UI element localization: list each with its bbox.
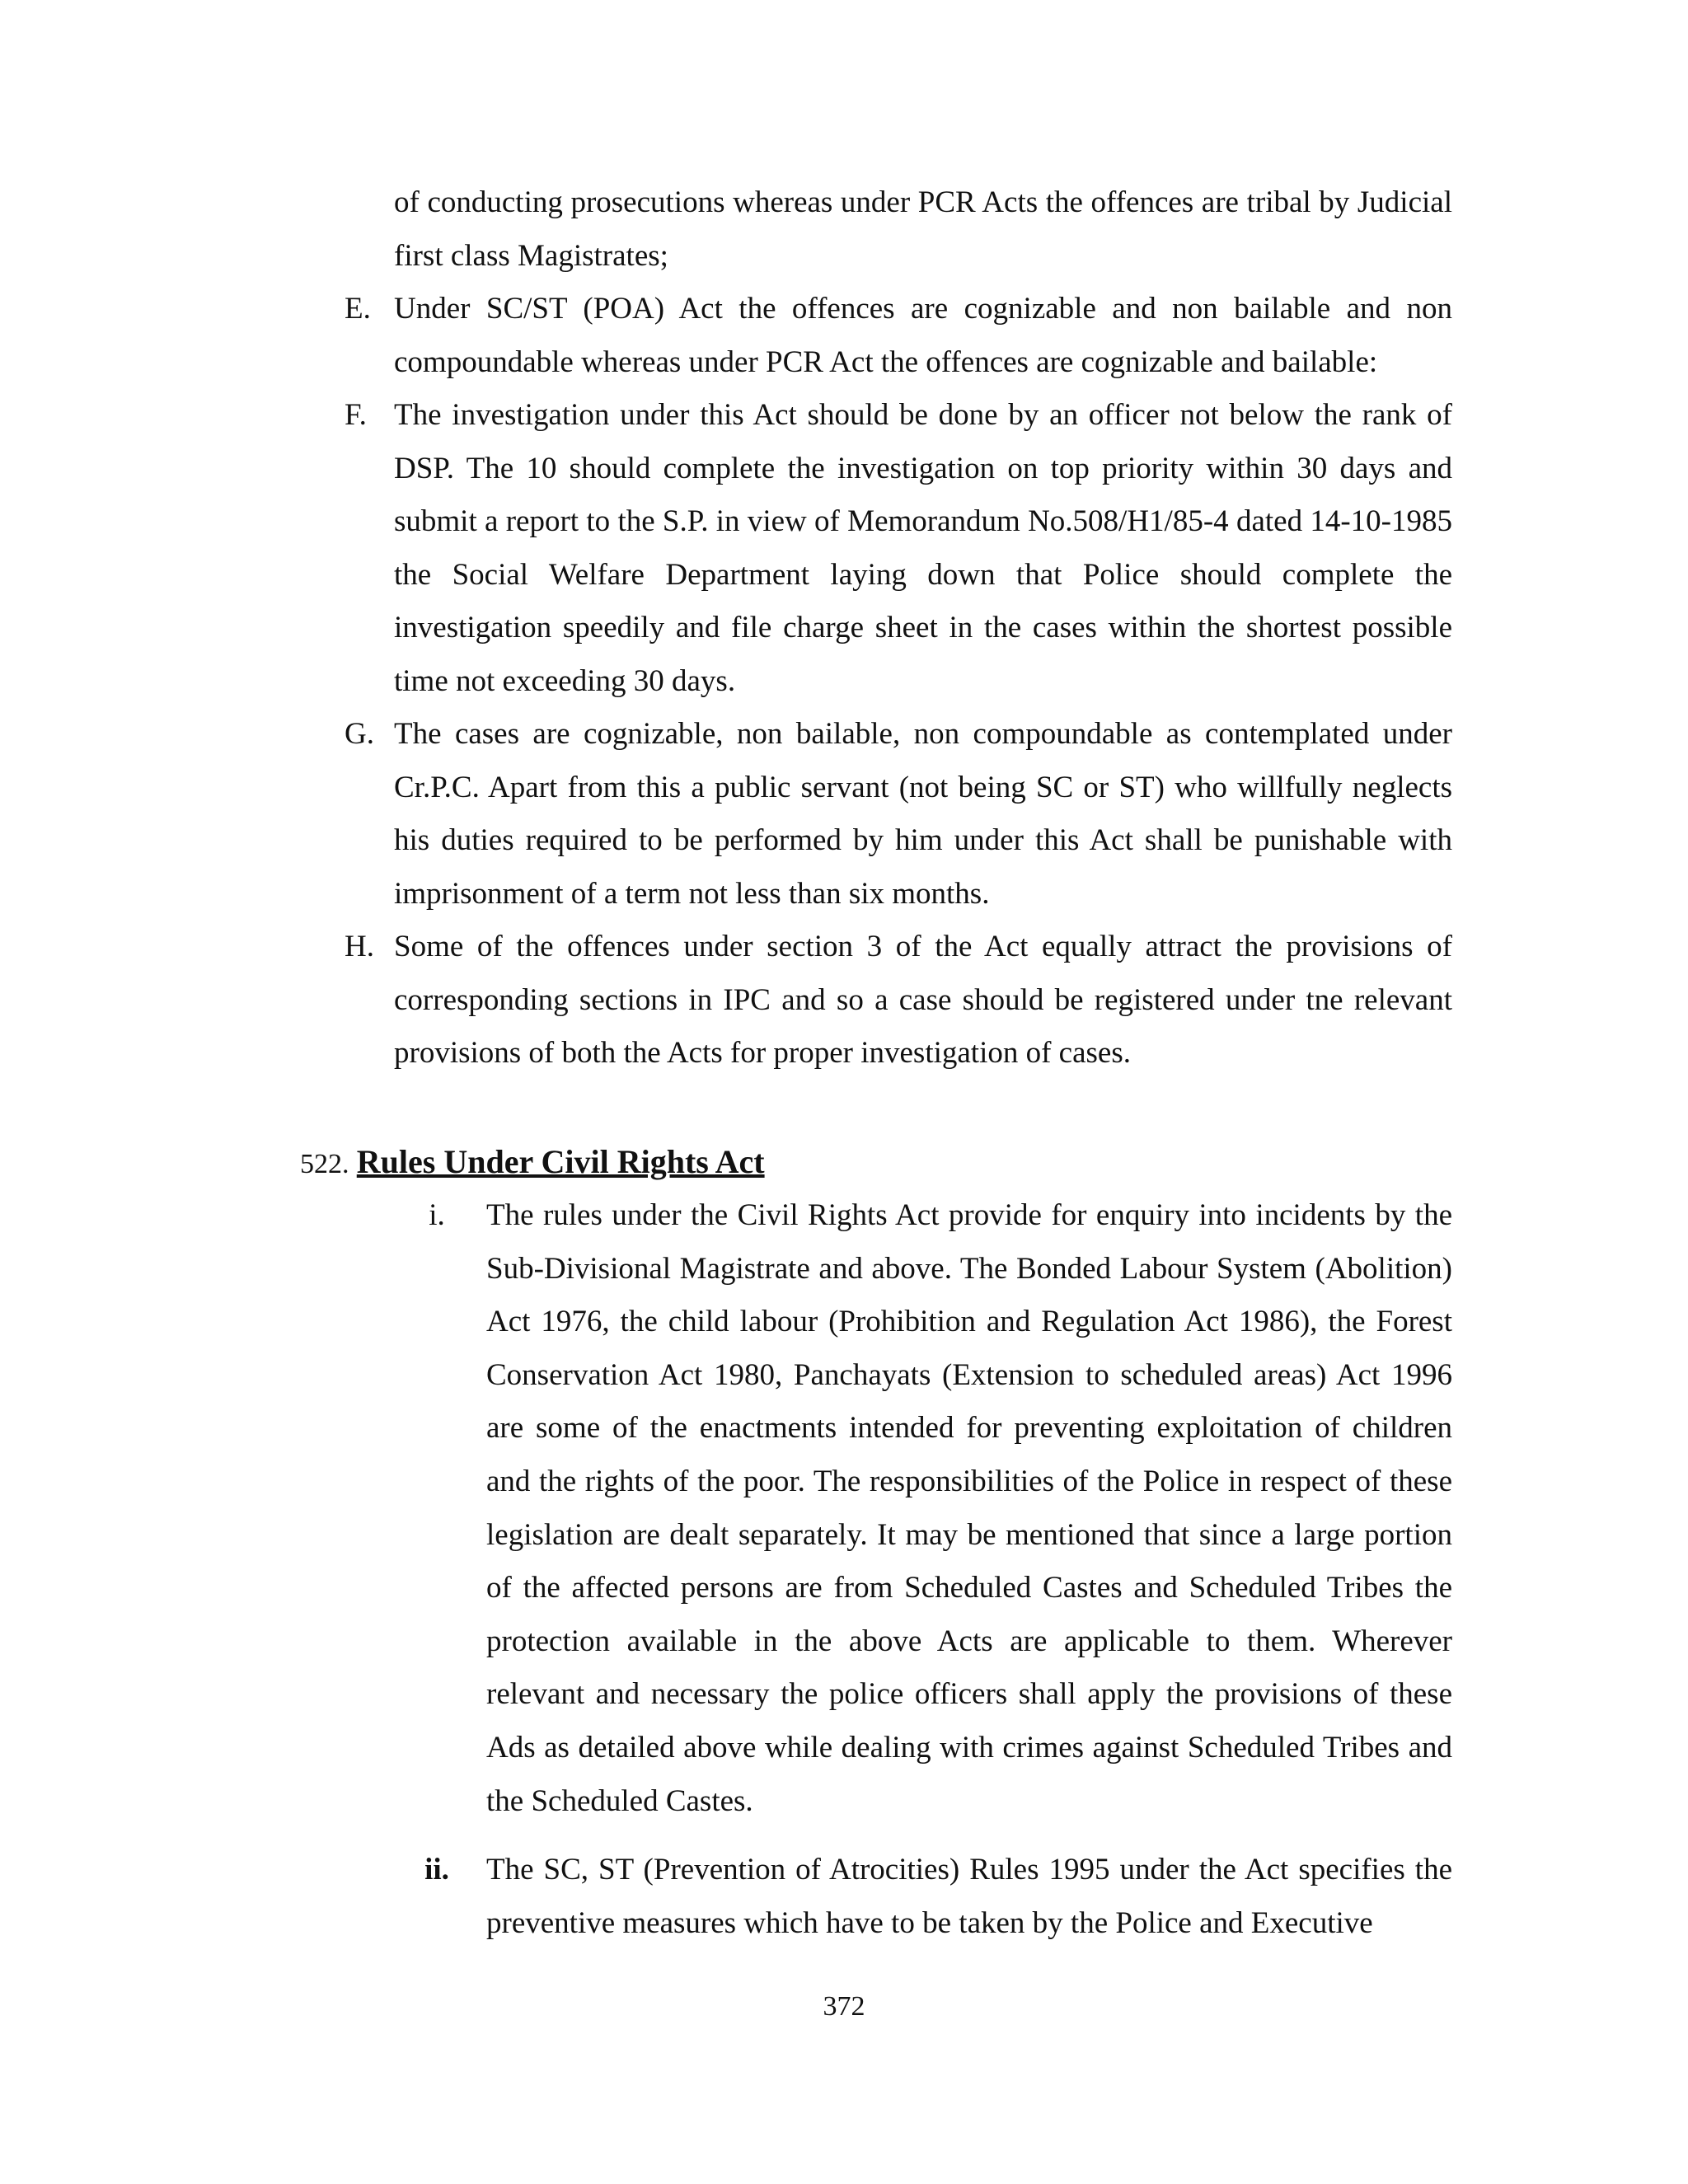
section-number: 522. <box>300 1149 349 1179</box>
item-e-text: Under SC/ST (POA) Act the offences are cognizable and non bailable and non compoundable whereas under PCR Act the offences are cognizable and bailable: <box>394 292 1452 379</box>
rule-ii-text: The SC, ST (Prevention of Atrocities) Rules 1995 under the Act specifies the preventive measures which have to be taken by the Police and Executive <box>486 1853 1452 1940</box>
item-marker-f: F. <box>345 398 367 432</box>
item-f-text: The investigation under this Act should be done by an officer not below the rank of DSP. The 10 should complete the investigation on top priority within 30 days and submit a report to the S.P. in view of Memorandum No.508/H1/85-4 dated 14-10-1985 the Social Welfare Department laying down that Police should complete the investigation speedily and file charge sheet in the cases within the shortest possible time not exceeding 30 days. <box>394 398 1452 698</box>
item-marker-e: E. <box>345 292 371 326</box>
item-marker-h: H. <box>345 930 374 963</box>
section-title: Rules Under Civil Rights Act <box>356 1143 765 1180</box>
page-number: 372 <box>823 1991 865 2022</box>
continuation-paragraph: of conducting prosecutions whereas under PCR Acts the offences are tribal by Judicial first class Magistrates; <box>394 185 1452 273</box>
rule-marker-i: i. <box>429 1198 445 1232</box>
rule-i-text: The rules under the Civil Rights Act provide for enquiry into incidents by the Sub-Divisional Magistrate and above. The Bonded Labour System (Abolition) Act 1976, the child labour (Prohibition and Regulation Act 1986), the Forest Conservation Act 1980, Panchayats (Extension to scheduled areas) Act 1996 are some of the enactments intended for preventing exploitation of children and the rights of the poor. The responsibilities of the Police in respect of these legislation are dealt separately. It may be mentioned that since a large portion of the affected persons are from Scheduled Castes and Scheduled Tribes the protection available in the above Acts are applicable to them. Wherever relevant and necessary the police officers shall apply the provisions of these Ads as detailed above while dealing with crimes against Scheduled Tribes and the Scheduled Castes. <box>486 1198 1452 1818</box>
item-marker-g: G. <box>345 717 374 751</box>
rule-marker-ii: ii. <box>424 1853 449 1886</box>
section-heading <box>300 1136 765 1191</box>
item-h-text: Some of the offences under section 3 of the Act equally attract the provisions of corresponding sections in IPC and so a case should be registered under tne relevant provisions of both the Acts for proper investigation of cases. <box>394 930 1452 1071</box>
item-g-text: The cases are cognizable, non bailable, non compoundable as contemplated under Cr.P.C. Apart from this a public servant (not being SC or ST) who willfully neglects his duties required to be performed by him under this Act shall be punishable with imprisonment of a term not less than six months. <box>394 717 1452 911</box>
